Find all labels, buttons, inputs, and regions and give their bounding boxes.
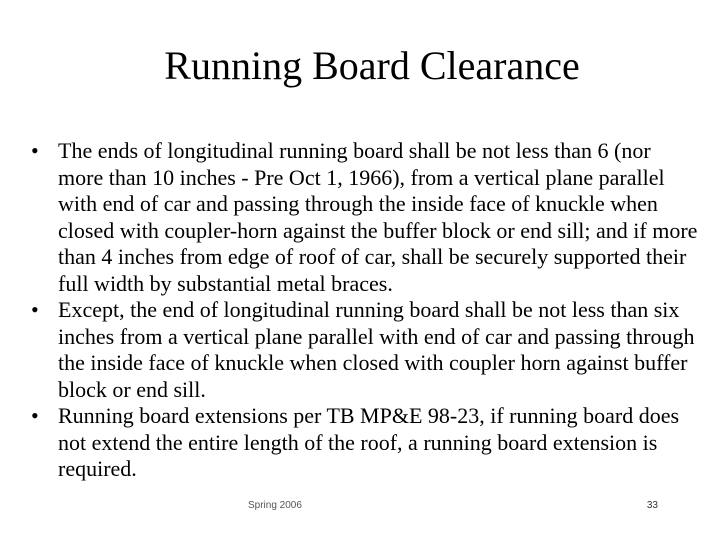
bullet-text: Except, the end of longitudinal running board shall be not less than six inches from a vertical plane parallel with end of car and passing through the inside face of knuckle when closed with coupler horn against buffer block or end sill. [58,297,695,402]
bullet-item [28,403,700,483]
bullet-item [28,138,700,297]
bullet-icon: • [31,138,39,163]
bullet-icon: • [31,403,39,428]
bullet-text: Running board extensions per TB MP&E 98-23, if running board does not extend the entire length of the roof, a running board extension is required. [58,403,680,481]
slide-title: Running Board Clearance [164,43,580,88]
footer-label: Spring 2006 [248,500,302,511]
page-number: 33 [646,500,658,511]
bullet-list [28,138,700,483]
bullet-icon: • [31,297,39,322]
bullet-text: The ends of longitudinal running board shall be not less than 6 (nor more than 10 inches - Pre Oct 1, 1966), from a vertical plane parallel with end of car and passing through the inside face of knuckle when closed with coupler-horn against the buffer block or end sill; and if more than 4 inches from edge of roof of car, shall be securely supported their full width by substantial metal braces. [58,138,698,296]
bullet-item [28,297,700,403]
